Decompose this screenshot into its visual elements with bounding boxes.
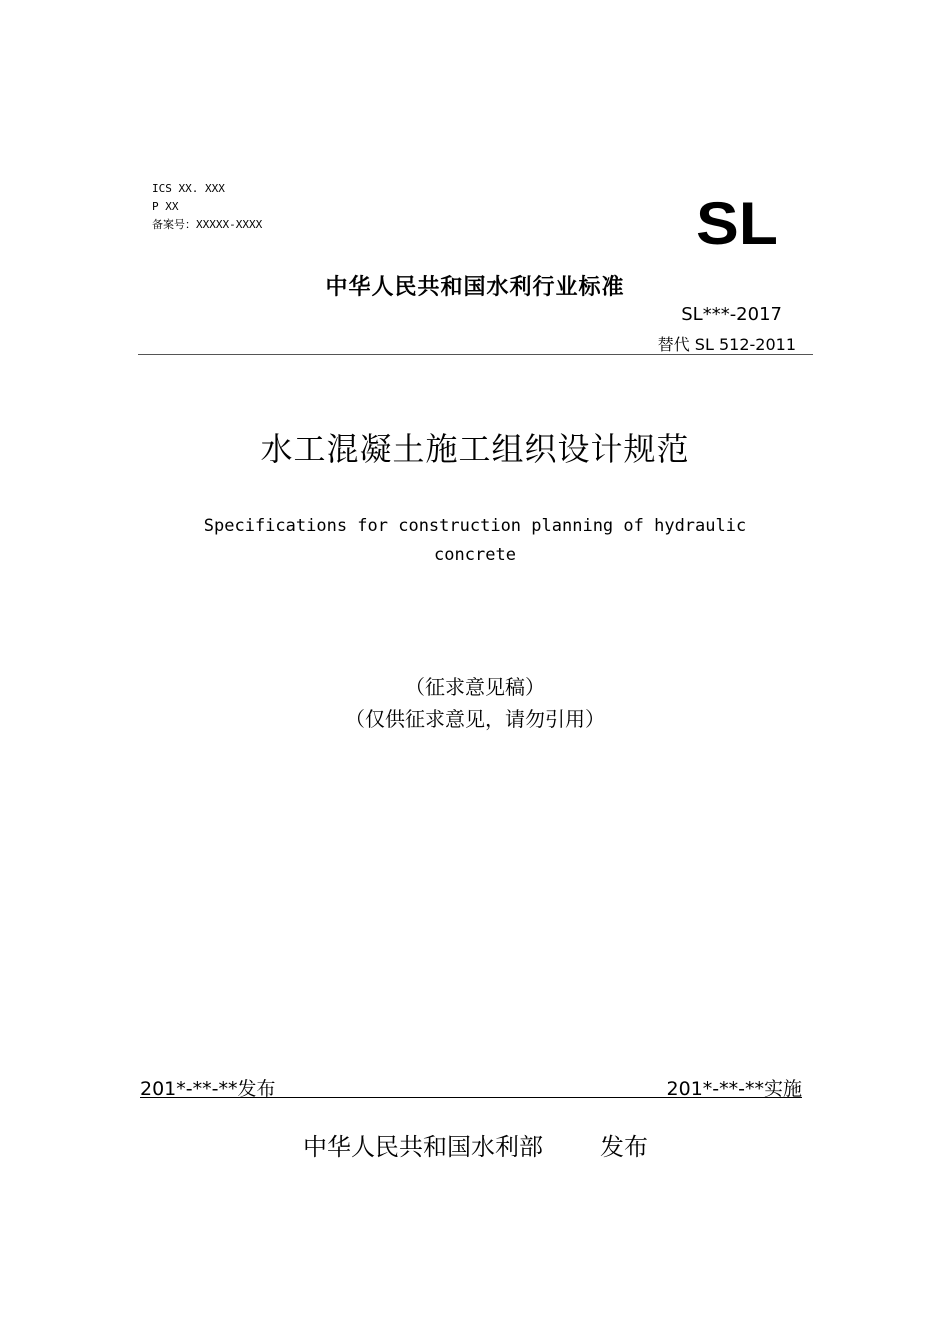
issue-date: 201*-**-**发布 [140, 1078, 276, 1100]
header-divider [138, 354, 813, 355]
english-title: Specifications for construction planning of hydraulic concrete [203, 516, 747, 565]
implementation-date: 201*-**-**实施 [666, 1078, 802, 1100]
replaces-standard: 替代 SL 512-2011 [657, 335, 796, 354]
standard-number: SL***-2017 [681, 304, 782, 325]
publish-label: 发布 [600, 1133, 648, 1161]
ics-code: ICS XX. XXX [152, 182, 225, 195]
document-title: 水工混凝土施工组织设计规范 [260, 430, 690, 468]
filing-number: 备案号：XXXXX-XXXX [152, 218, 263, 231]
footer-divider [140, 1097, 802, 1098]
issuing-ministry: 中华人民共和国水利部 [303, 1133, 543, 1161]
classification-code: P XX [152, 200, 179, 213]
sl-logo-text: SL [696, 196, 778, 250]
draft-note: （仅供征求意见，请勿引用） [345, 707, 605, 731]
industry-standard-title: 中华人民共和国水利行业标准 [325, 275, 625, 300]
draft-label: （征求意见稿） [405, 675, 545, 699]
sl-logo [696, 196, 780, 250]
